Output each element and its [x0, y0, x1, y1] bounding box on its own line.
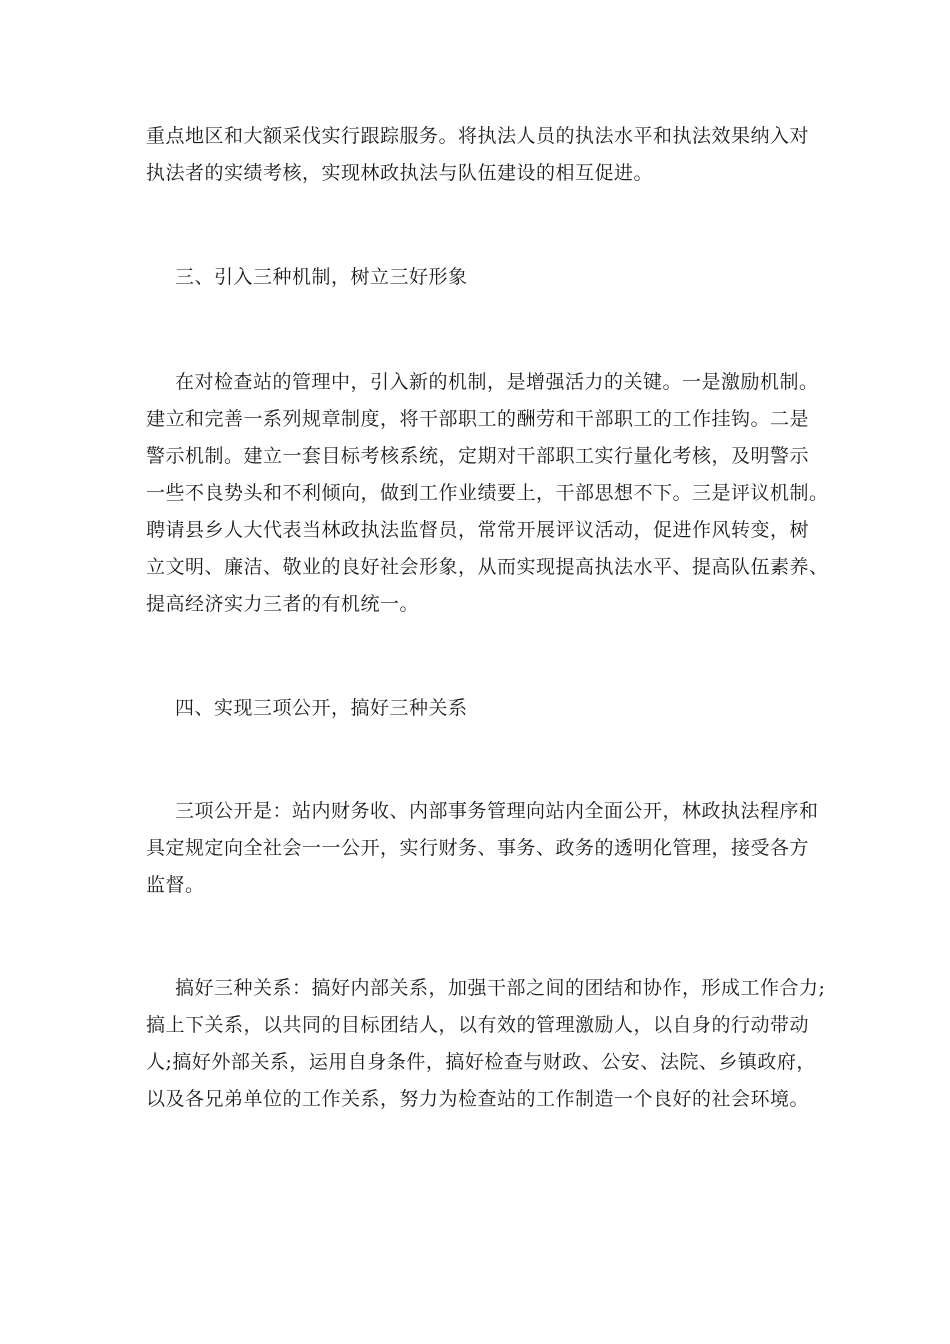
heading-text: 四、实现三项公开，搞好三种关系	[175, 697, 468, 719]
paragraph-openness	[146, 793, 819, 904]
paragraph-intro	[146, 118, 810, 192]
text-line: 在对检查站的管理中，引入新的机制，是增强活力的关键。一是激励机制。	[175, 371, 819, 393]
text-line: 重点地区和大额采伐实行跟踪服务。将执法人员的执法水平和执法效果纳入对	[146, 125, 810, 147]
text-line: 监督。	[146, 874, 205, 896]
text-line: 提高经济实力三者的有机统一。	[146, 593, 420, 615]
text-line: 搞上下关系，以共同的目标团结人，以有效的管理激励人，以自身的行动带动	[146, 1014, 810, 1036]
text-line: 三项公开是：站内财务收、内部事务管理向站内全面公开，林政执法程序和	[175, 800, 819, 822]
text-line: 一些不良势头和不利倾向，做到工作业绩要上，干部思想不下。三是评议机制。	[146, 482, 829, 504]
text-line: 以及各兄弟单位的工作关系，努力为检查站的工作制造一个良好的社会环境。	[146, 1088, 810, 1110]
text-line: 建立和完善一系列规章制度，将干部职工的酬劳和干部职工的工作挂钩。二是	[146, 408, 810, 430]
section-heading-3	[146, 259, 806, 296]
text-line: 搞好三种关系：搞好内部关系，加强干部之间的团结和协作，形成工作合力;	[175, 977, 826, 999]
paragraph-mechanisms	[146, 364, 829, 623]
text-line: 立文明、廉洁、敬业的良好社会形象，从而实现提高执法水平、提高队伍素养、	[146, 556, 829, 578]
text-line: 聘请县乡人大代表当林政执法监督员，常常开展评议活动，促进作风转变，树	[146, 519, 810, 541]
text-line: 具定规定向全社会一一公开，实行财务、事务、政务的透明化管理，接受各方	[146, 837, 810, 859]
section-heading-4	[146, 690, 806, 727]
text-line: 人;搞好外部关系，运用自身条件，搞好检查与财政、公安、法院、乡镇政府，	[146, 1051, 816, 1073]
text-line: 执法者的实绩考核，实现林政执法与队伍建设的相互促进。	[146, 162, 654, 184]
paragraph-relations	[146, 970, 826, 1118]
text-line: 警示机制。建立一套目标考核系统，定期对干部职工实行量化考核，及明警示	[146, 445, 810, 467]
heading-text: 三、引入三种机制，树立三好形象	[175, 266, 468, 288]
